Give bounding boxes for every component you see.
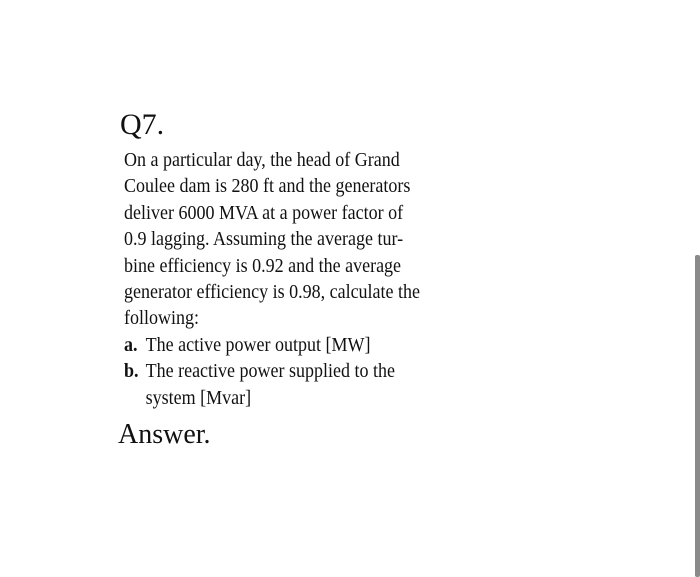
question-items [124,332,430,411]
question-item-b [124,358,430,411]
problem-line: following: [124,307,200,330]
problem-statement [124,147,430,411]
problem-line: On a particular day, the head of Grand [124,149,400,171]
item-text: The reactive power supplied to the [145,360,396,383]
question-number: Q7. [120,108,165,141]
problem-line: bine efficiency is 0.92 and the average [124,254,402,277]
problem-line: generator efficiency is 0.98, calculate the [124,281,421,304]
question-item-a [124,332,430,358]
problem-line: Coulee dam is 280 ft and the generators [124,175,411,198]
problem-line: 0.9 lagging. Assuming the average tur- [124,228,404,251]
answer-label: Answer. [118,419,211,450]
scrollbar[interactable] [695,255,700,577]
problem-line: deliver 6000 MVA at a power factor of [124,201,404,224]
item-letter: b. [124,360,139,383]
item-text-continuation: system [Mvar] [145,386,252,409]
item-letter: a. [124,333,138,356]
item-text: The active power output [MW] [145,333,371,356]
